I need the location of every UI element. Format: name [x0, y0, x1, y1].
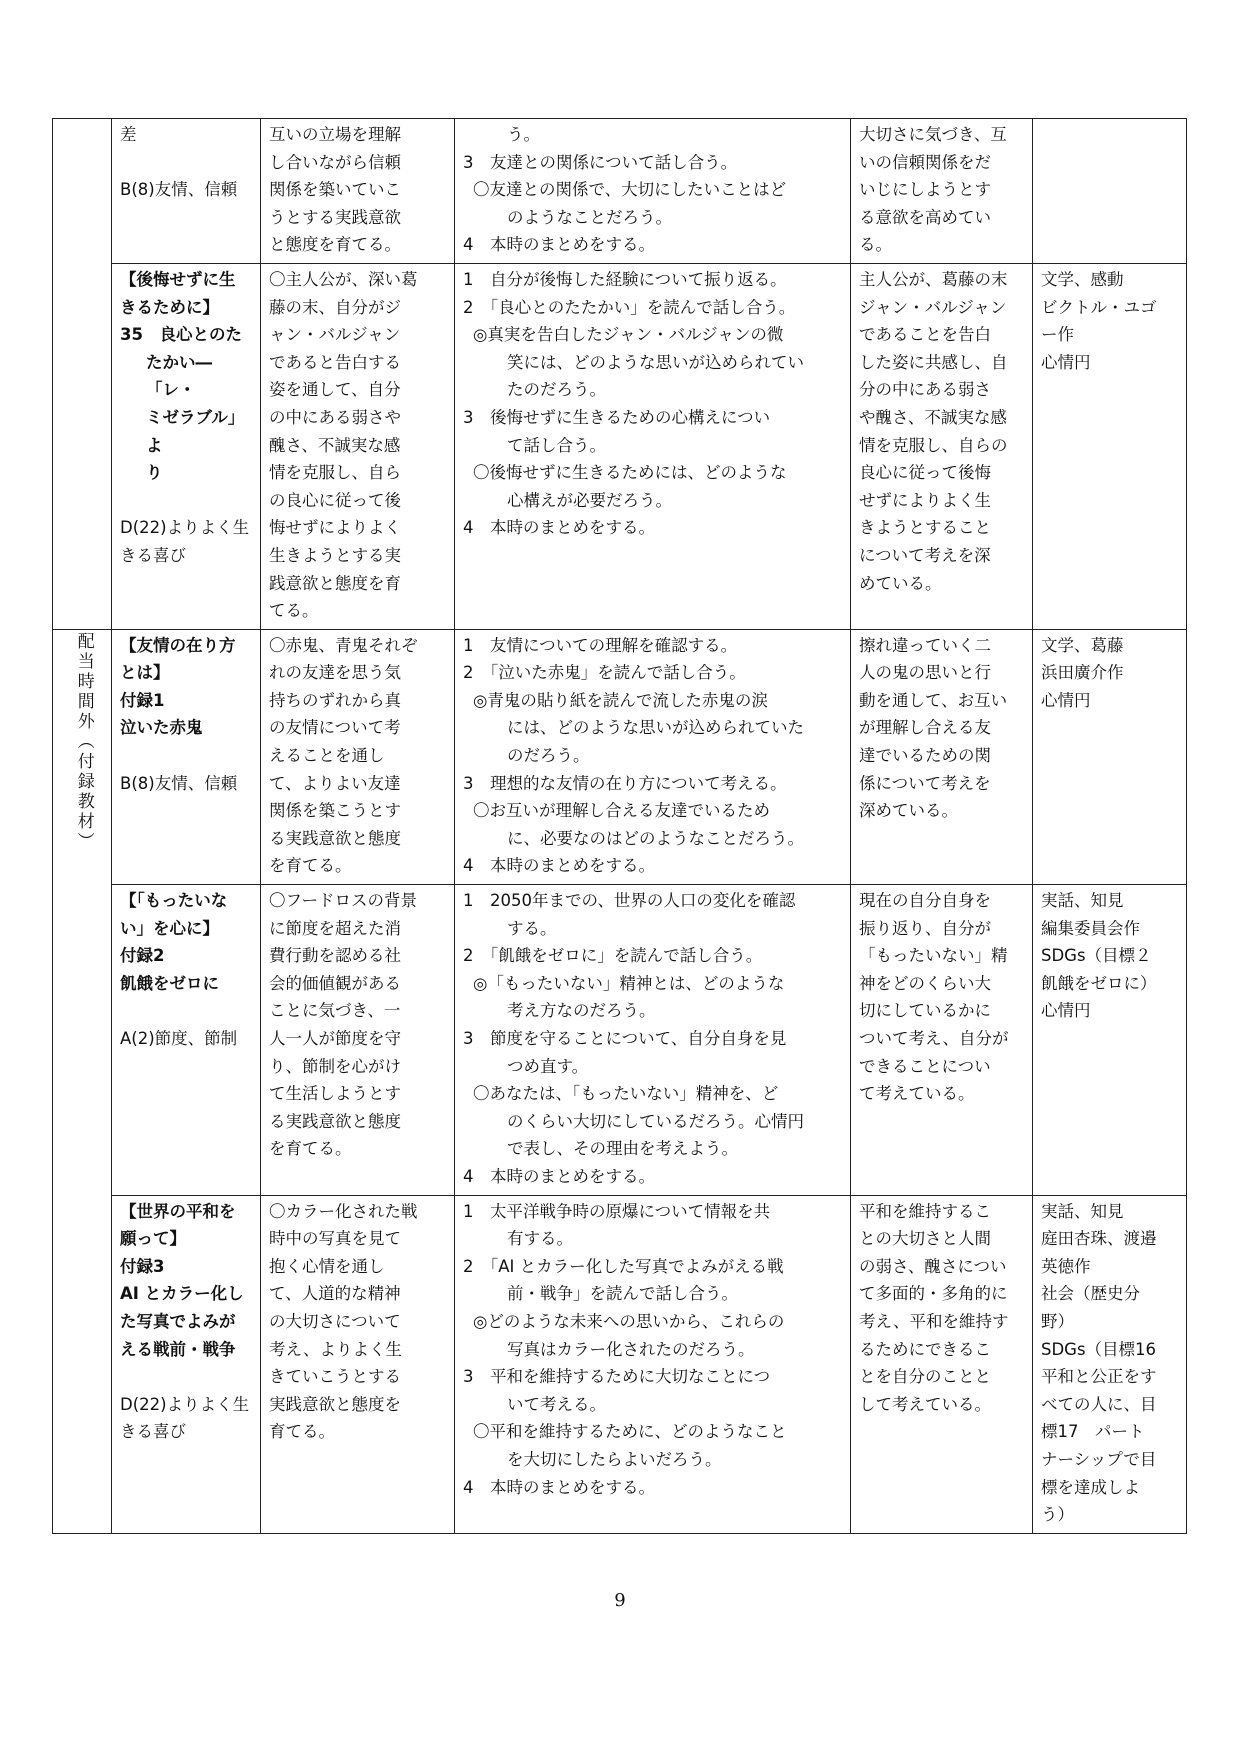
aim-line: 人一人が節度を守	[269, 1029, 401, 1048]
notes-line: 飢餓をゼロに）	[1041, 973, 1157, 993]
eval-line: 現在の自分自身を	[859, 891, 991, 911]
aim-cell	[261, 119, 455, 264]
eval-line: きようとすること	[859, 518, 991, 538]
flow-line: 4 本時のまとめをする。	[463, 856, 655, 876]
title-line: い」を心に】	[120, 918, 219, 938]
flow-line: 4 本時のまとめをする。	[463, 518, 655, 538]
aim-line: 費行動を認める社	[269, 946, 401, 966]
title-line: 35 良心とのた	[120, 325, 242, 345]
eval-line: 係について考えを	[859, 773, 991, 793]
title-line: 付録3	[120, 1256, 165, 1276]
flow-line: 〇お互いが理解し合える友達でいるため	[473, 801, 770, 821]
flow-line: たのだろう。	[507, 380, 606, 400]
aim-cell	[261, 629, 455, 884]
aim-line: と態度を育てる。	[269, 235, 401, 255]
aim-line: の良心に従って後	[269, 490, 401, 510]
eval-line: 深めている。	[859, 801, 958, 821]
title-cell	[112, 885, 261, 1196]
flow-line: 1 2050年までの、世界の人口の変化を確認	[463, 891, 796, 911]
eval-cell	[851, 885, 1033, 1196]
flow-line: 写真はカラー化されたのだろう。	[507, 1339, 755, 1359]
title-cell	[112, 263, 261, 629]
aim-line: 〇赤鬼、青鬼それぞ	[269, 635, 418, 655]
aim-line: に節度を超えた消	[269, 918, 401, 938]
title-line: D(22)よりよく生	[120, 518, 250, 538]
flow-line: のくらい大切にしているだろう。心情円	[507, 1111, 804, 1131]
aim-line: る実践意欲と態度	[269, 828, 401, 848]
flow-line: 1 友情についての理解を確認する。	[463, 635, 738, 655]
aim-line: て生活しようとす	[269, 1084, 401, 1104]
table-row	[53, 263, 1187, 629]
notes-line: 標17 パート	[1041, 1422, 1145, 1442]
flow-line: ◎真実を告白したジャン・バルジャンの微	[473, 325, 784, 345]
title-line: きる喜び	[120, 545, 186, 565]
aim-cell	[261, 885, 455, 1196]
aim-cell	[261, 1195, 455, 1533]
flow-line: 考え方なのだろう。	[507, 1001, 656, 1021]
notes-line: 野）	[1041, 1311, 1074, 1331]
notes-line: 実話、知見	[1041, 1201, 1124, 1221]
aim-line: 育てる。	[269, 1422, 335, 1442]
flow-line: 2 「飢餓をゼロに」を読んで話し合う。	[463, 946, 763, 966]
title-line: 【世界の平和を	[120, 1201, 236, 1221]
page-number: 9	[614, 1590, 626, 1611]
notes-line: 平和と公正をす	[1041, 1367, 1157, 1387]
aim-line: 関係を築こうとす	[269, 801, 401, 821]
aim-line: 藤の末、自分がジ	[269, 297, 401, 317]
flow-line: 2 「良心とのたたかい」を読んで話し合う。	[463, 297, 796, 317]
flow-line: 3 平和を維持するために大切なことにつ	[463, 1367, 771, 1387]
eval-line: や醜さ、不誠実な感	[859, 407, 1007, 427]
flow-cell	[455, 885, 851, 1196]
flow-line: 1 自分が後悔した経験について振り返る。	[463, 269, 787, 289]
notes-cell	[1033, 119, 1187, 264]
eval-line: とを自分のことと	[859, 1367, 991, 1387]
aim-line: の友情について考	[269, 718, 401, 738]
eval-line: る。	[859, 235, 892, 255]
title-line: B(8)友情、信頼	[120, 773, 238, 793]
side-label: 配当時間外（付録教材）	[73, 631, 94, 852]
flow-line: 前・戦争」を読んで話し合う。	[507, 1284, 738, 1304]
flow-line: て話し合う。	[507, 435, 606, 455]
flow-line: のようなことだろう。	[507, 207, 672, 227]
aim-line: 姿を通して、自分	[269, 380, 401, 400]
eval-line: 神をどのくらい大	[859, 973, 991, 993]
aim-line: の大切さについて	[269, 1311, 401, 1331]
flow-line: には、どのような思いが込められていた	[507, 718, 804, 738]
flow-line: ◎どのような未来への思いから、これらの	[473, 1311, 785, 1331]
title-line: ミゼラブル」よ	[146, 407, 245, 455]
eval-line: 動を通して、お互い	[859, 690, 1008, 710]
aim-line: 〇カラー化された戦	[269, 1201, 418, 1221]
title-line: とは】	[120, 663, 170, 683]
flow-cell	[455, 263, 851, 629]
eval-line: ジャン・バルジャン	[859, 297, 1007, 317]
flow-line: いて考える。	[507, 1394, 606, 1414]
aim-line: 時中の写真を見て	[269, 1229, 401, 1249]
aim-line: 関係を築いていこ	[269, 180, 401, 200]
aim-line: 情を克服し、自ら	[269, 463, 401, 483]
flow-line: のだろう。	[507, 746, 590, 766]
side-label-cell	[53, 629, 112, 1533]
flow-line: 〇あなたは、「もったいない」精神を、ど	[473, 1084, 779, 1104]
flow-line: 有する。	[507, 1229, 573, 1249]
aim-line: えることを通し	[269, 746, 385, 766]
aim-line: 会的価値観がある	[269, 973, 401, 993]
notes-line: ー作	[1041, 325, 1074, 345]
eval-line: が理解し合える友	[859, 718, 991, 738]
aim-line: れの友達を思う気	[269, 663, 401, 683]
title-line: り	[146, 463, 163, 483]
eval-line: の弱さ、醜さについ	[859, 1256, 1007, 1276]
eval-line: 振り返り、自分が	[859, 918, 991, 938]
title-line: 泣いた赤鬼	[120, 718, 203, 738]
flow-line: 1 太平洋戦争時の原爆について情報を共	[463, 1201, 771, 1221]
notes-cell	[1033, 1195, 1187, 1533]
aim-line: 互いの立場を理解	[269, 125, 401, 144]
title-line	[120, 487, 254, 515]
flow-cell	[455, 119, 851, 264]
aim-line: ことに気づき、一	[269, 1001, 401, 1021]
title-line: B(8)友情、信頼	[120, 180, 238, 200]
title-line	[120, 1363, 254, 1391]
aim-line: 醜さ、不誠実な感	[269, 435, 401, 455]
eval-line: ついて考え、自分が	[859, 1029, 1009, 1048]
aim-line: て、よりよい友達	[269, 773, 401, 793]
aim-line: り、節制を心がけ	[269, 1056, 401, 1076]
table-row	[53, 885, 1187, 1196]
eval-line: るためにできるこ	[859, 1339, 991, 1359]
notes-line: SDGs（目標２	[1041, 946, 1152, 966]
title-line: 付録1	[120, 690, 165, 710]
aim-line: 〇フードロスの背景	[269, 891, 418, 911]
eval-line: せずによりよく生	[859, 490, 991, 510]
aim-cell	[261, 263, 455, 629]
aim-line: る実践意欲と態度	[269, 1111, 401, 1131]
eval-line: 情を克服し、自らの	[859, 435, 1008, 455]
eval-line: できることについ	[859, 1056, 991, 1076]
notes-line: 文学、感動	[1041, 269, 1124, 289]
aim-line: うとする実践意欲	[269, 207, 401, 227]
title-line: 差	[120, 125, 137, 144]
aim-line: 践意欲と態度を育	[269, 573, 401, 593]
eval-line: 達でいるための関	[859, 746, 991, 766]
flow-line: 3 後悔せずに生きるための心構えについ	[463, 407, 771, 427]
notes-line: べての人に、目	[1041, 1394, 1157, 1414]
notes-line: 庭田杏珠、渡邉	[1041, 1229, 1157, 1249]
title-line: 【友情の在り方	[120, 635, 236, 655]
title-cell	[112, 629, 261, 884]
aim-line: 悔せずによりよく	[269, 518, 401, 538]
title-line: 【「もったいな	[120, 891, 228, 911]
notes-line: 実話、知見	[1041, 891, 1124, 911]
aim-line: であると告白する	[269, 352, 401, 372]
eval-line: て考えている。	[859, 1084, 975, 1104]
aim-line: ャン・バルジャン	[269, 325, 401, 345]
eval-line: いじにしようとす	[859, 180, 991, 200]
eval-line: いの信頼関係をだ	[859, 152, 991, 172]
notes-line: 文学、葛藤	[1041, 635, 1124, 655]
eval-line: について考えを深	[859, 545, 991, 565]
aim-line: て、人道的な精神	[269, 1284, 401, 1304]
notes-line: 編集委員会作	[1041, 918, 1140, 938]
flow-line: 4 本時のまとめをする。	[463, 1477, 655, 1497]
notes-line: 英徳作	[1041, 1256, 1091, 1276]
eval-line: 擦れ違っていく二	[859, 635, 991, 655]
title-line: 付録2	[120, 946, 165, 966]
notes-line: 標を達成しよ	[1041, 1477, 1140, 1497]
notes-line: ナーシップで目	[1041, 1449, 1157, 1469]
flow-line: つめ直す。	[507, 1056, 589, 1076]
notes-cell	[1033, 885, 1187, 1196]
aim-line: きていこうとする	[269, 1367, 401, 1387]
title-cell	[112, 119, 261, 264]
eval-line: 主人公が、葛藤の末	[859, 269, 1008, 289]
table-row	[53, 1195, 1187, 1533]
notes-cell	[1033, 629, 1187, 884]
flow-cell	[455, 1195, 851, 1533]
notes-line: 社会（歴史分	[1041, 1284, 1140, 1304]
flow-line: 〇平和を維持するために、どのようなこと	[473, 1422, 787, 1442]
eval-line: 分の中にある弱さ	[859, 380, 991, 400]
title-line: たかい―「レ・	[146, 352, 212, 400]
flow-line: 3 節度を守ることについて、自分自身を見	[463, 1029, 787, 1048]
aim-line: を育てる。	[269, 1139, 352, 1159]
eval-line: 大切さに気づき、互	[859, 125, 1007, 144]
eval-line: して考えている。	[859, 1394, 991, 1414]
title-line: きる喜び	[120, 1422, 186, 1442]
title-line: D(22)よりよく生	[120, 1394, 250, 1414]
title-cell	[112, 1195, 261, 1533]
eval-line: 「もったいない」精	[859, 946, 1008, 966]
aim-line: 生きようとする実	[269, 545, 401, 565]
notes-line: 心情円	[1041, 690, 1091, 710]
flow-line: 3 友達との関係について話し合う。	[463, 152, 738, 172]
eval-line: て多面的・多角的に	[859, 1284, 1008, 1304]
title-line: 飢餓をゼロに	[120, 973, 219, 993]
notes-line: ビクトル・ユゴ	[1041, 297, 1157, 317]
title-line	[120, 997, 254, 1025]
eval-cell	[851, 263, 1033, 629]
flow-line: で表し、その理由を考えよう。	[507, 1139, 738, 1159]
aim-line: し合いながら信頼	[269, 152, 401, 172]
flow-line: 〇後悔せずに生きるためには、どのような	[473, 463, 787, 483]
aim-line: 持ちのずれから真	[269, 690, 401, 710]
title-line: 【後悔せずに生	[120, 269, 236, 289]
notes-line: 浜田廣介作	[1041, 663, 1124, 683]
flow-line: 心構えが必要だろう。	[507, 490, 672, 510]
eval-line: 良心に従って後悔	[859, 463, 991, 483]
aim-line: てる。	[269, 601, 319, 621]
flow-line: 笑には、どのような思いが込められてい	[507, 352, 804, 372]
eval-line: との大切さと人間	[859, 1229, 991, 1249]
title-line: 願って】	[120, 1229, 186, 1249]
aim-line: 考え、よりよく生	[269, 1339, 402, 1359]
flow-line: ◎青鬼の貼り紙を読んで流した赤鬼の涙	[473, 690, 768, 710]
flow-line: 2 「泣いた赤鬼」を読んで話し合う。	[463, 663, 746, 683]
title-line: きるために】	[120, 297, 219, 317]
flow-line: を大切にしたらよいだろう。	[507, 1449, 722, 1469]
title-line: AI とカラー化し	[120, 1284, 244, 1304]
eval-line: 考え、平和を維持す	[859, 1311, 1009, 1331]
lesson-plan-table	[52, 118, 1187, 1534]
flow-cell	[455, 629, 851, 884]
flow-line: する。	[507, 918, 557, 938]
notes-cell	[1033, 263, 1187, 629]
side-column-empty	[53, 119, 112, 630]
flow-line: 2 「AI とカラー化した写真でよみがえる戦	[463, 1256, 784, 1276]
aim-line: 〇主人公が、深い葛	[269, 269, 418, 289]
eval-cell	[851, 1195, 1033, 1533]
flow-line: 4 本時のまとめをする。	[463, 1166, 655, 1186]
flow-line: 〇友達との関係で、大切にしたいことはど	[473, 180, 787, 200]
aim-line: 実践意欲と態度を	[269, 1394, 401, 1414]
title-line: える戦前・戦争	[120, 1339, 236, 1359]
flow-line: 4 本時のまとめをする。	[463, 235, 655, 255]
flow-line: に、必要なのはどのようなことだろう。	[507, 828, 804, 848]
notes-line: う）	[1041, 1505, 1074, 1525]
eval-line: した姿に共感し、自	[859, 352, 1008, 372]
notes-line: 心情円	[1041, 1001, 1091, 1021]
table-row	[53, 119, 1187, 264]
notes-line: SDGs（目標16	[1041, 1339, 1157, 1359]
eval-line: る意欲を高めてい	[859, 207, 991, 227]
table-row	[53, 629, 1187, 884]
title-line	[120, 149, 254, 177]
aim-line: 抱く心情を通し	[269, 1256, 385, 1276]
eval-line: 平和を維持するこ	[859, 1201, 991, 1221]
aim-line: の中にある弱さや	[269, 407, 401, 427]
title-line: A(2)節度、節制	[120, 1029, 238, 1048]
flow-line: ◎「もったいない」精神とは、どのような	[473, 973, 785, 993]
title-line: た写真でよみが	[120, 1311, 236, 1331]
eval-line: 切にしているかに	[859, 1001, 991, 1021]
eval-line: 人の鬼の思いと行	[859, 663, 991, 683]
flow-line: 3 理想的な友情の在り方について考える。	[463, 773, 787, 793]
aim-line: を育てる。	[269, 856, 352, 876]
notes-line: 心情円	[1041, 352, 1091, 372]
eval-cell	[851, 629, 1033, 884]
eval-line: であることを告白	[859, 325, 991, 345]
title-line	[120, 742, 254, 770]
flow-line: う。	[507, 125, 540, 144]
eval-line: めている。	[859, 573, 942, 593]
eval-cell	[851, 119, 1033, 264]
